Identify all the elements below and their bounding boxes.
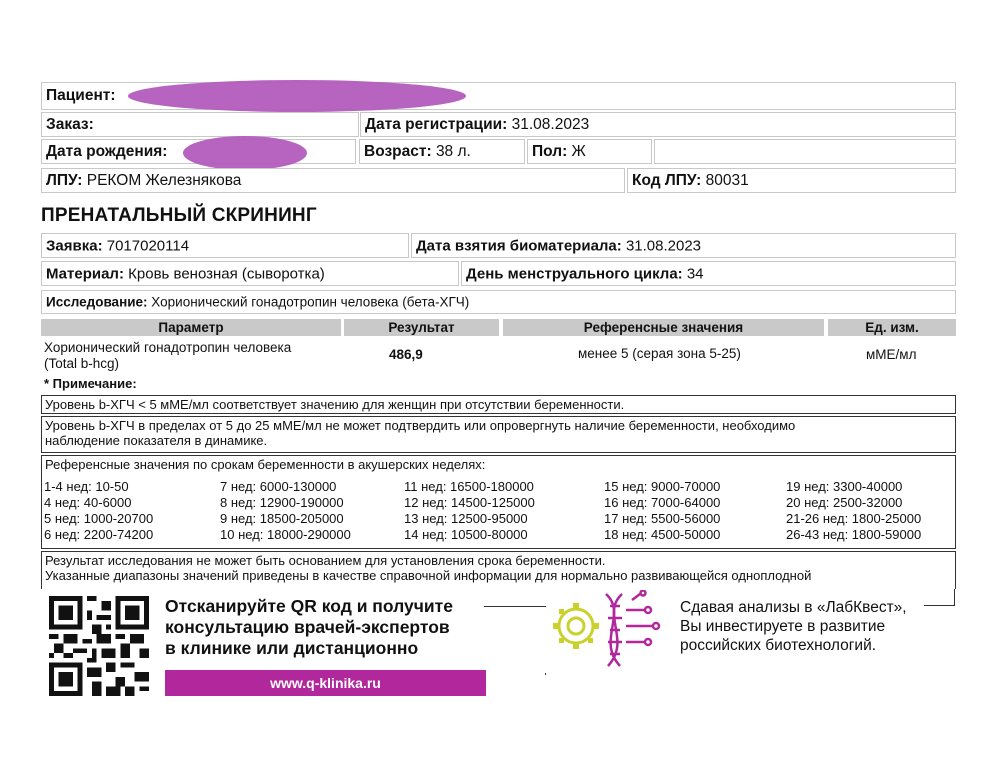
sample-date-value: 31.08.2023 [625,237,702,254]
result-value: 486,9 [389,347,423,362]
week-range: 15 нед: 9000-70000 [604,479,721,494]
ref-title: Референсные значения по срокам беременности в акушерских неделях: [45,457,486,472]
week-range: 17 нед: 5500-56000 [604,511,721,526]
order-label: Заказ: [46,115,94,133]
registration-value: 31.08.2023 [511,115,590,133]
cycle-day-value: 34 [686,265,704,282]
weeks-col-2 [220,479,351,543]
week-range: 20 нед: 2500-32000 [786,495,903,510]
right-line2: Вы инвестируете в развитие [680,618,886,635]
material-label: Материал: [46,265,124,282]
study-field [46,295,469,310]
material-cell [41,261,459,286]
lpu-code-field [632,172,749,190]
week-range: 19 нед: 3300-40000 [786,479,903,494]
sample-date-cell [411,233,956,258]
weeks-col-4 [604,479,720,543]
order-cell [41,112,359,137]
week-range: 16 нед: 7000-64000 [604,495,721,510]
note-4-text: Указанные диапазоны значений приведены в качестве справочной информации для нормально развивающейся одноплодной [45,568,812,583]
note-1 [41,395,956,414]
cycle-day-cell [461,261,956,286]
note-2 [41,416,956,453]
lpu-code-value: 80031 [705,171,749,189]
week-range: 8 нед: 12900-190000 [220,495,344,510]
request-cell [41,233,409,258]
week-range: 4 нед: 40-6000 [44,495,132,510]
age-cell [359,139,525,164]
week-range: 1-4 нед: 10-50 [44,479,129,494]
header-parameter: Параметр [41,319,341,336]
age-value: 38 л. [435,142,471,160]
investment-text [680,598,907,655]
promo-divider-right-v [954,589,955,606]
cycle-day-label: День менструального цикла: [466,265,683,282]
week-range: 18 нед: 4500-50000 [604,527,721,542]
week-range: 7 нед: 6000-130000 [220,479,337,494]
sex-value: Ж [571,142,586,160]
promo-line1: Отсканируйте QR код и получите [165,596,453,616]
registration-label: Дата регистрации: [365,115,508,133]
right-line1: Сдавая анализы в «ЛабКвест», [680,599,907,616]
sample-date-field [416,237,701,254]
week-range: 11 нед: 16500-180000 [404,479,534,494]
lpu-cell [41,168,625,193]
patient-redaction [128,80,466,112]
section-title: ПРЕНАТАЛЬНЫЙ СКРИНИНГ [41,205,317,226]
registration-cell [360,112,956,137]
sex-cell [527,139,652,164]
lpu-value: РЕКОМ Железнякова [86,171,242,189]
note-2-line2: наблюдение показателя в динамике. [45,433,268,448]
dna-gear-icon [548,590,663,670]
week-range: 10 нед: 18000-290000 [220,527,351,542]
note-3-text: Результат исследования не может быть основанием для установления срока беременности. [45,553,606,568]
promo-tick [545,673,546,675]
note-1-text: Уровень b-ХГЧ < 5 мМЕ/мл соответствует значению для женщин при отсутствии беременности. [45,397,625,412]
promo-divider-right [924,605,954,606]
week-range: 13 нед: 12500-95000 [404,511,528,526]
promo-line2: консультацию врачей-экспертов [165,617,450,637]
study-value: Хорионический гонадотропин человека (бета-ХГЧ) [151,294,470,310]
age-label: Возраст: [364,142,432,160]
week-range: 21-26 нед: 1800-25000 [786,511,922,526]
request-field [46,237,189,254]
study-label: Исследование: [46,294,148,310]
param-line2: (Total b-hcg) [44,356,120,371]
week-range: 12 нед: 14500-125000 [404,495,535,510]
material-field [46,265,325,282]
week-range: 14 нед: 10500-80000 [404,527,528,542]
promo-text [165,596,453,659]
note-label: * Примечание: [44,376,137,391]
week-range: 6 нед: 2200-74200 [44,527,154,542]
promo-line3: в клинике или дистанционно [165,638,419,658]
note-3 [41,551,956,589]
cycle-day-field [466,265,704,282]
lpu-field [46,172,241,190]
week-range: 9 нед: 18500-205000 [220,511,344,526]
header-unit: Ед. изм. [828,319,956,336]
birth-label: Дата рождения: [46,142,168,160]
sex-field [532,143,586,161]
weeks-col-5 [786,479,921,543]
lpu-code-label: Код ЛПУ: [632,171,702,189]
sample-date-label: Дата взятия биоматериала: [416,237,622,254]
unit-value: мМЕ/мл [866,347,917,362]
birth-redaction [183,136,307,170]
qr-code-icon[interactable] [46,596,152,696]
week-range: 5 нед: 1000-20700 [44,511,154,526]
weeks-col-1 [44,479,153,543]
clinic-link[interactable]: www.q-klinika.ru [165,670,486,696]
request-label: Заявка: [46,237,103,254]
empty-cell [654,139,956,164]
promo-divider-left [484,606,546,607]
note-2-line1: Уровень b-ХГЧ в пределах от 5 до 25 мМЕ/мл не может подтвердить или опровергнуть наличие беременности, необходимо [45,418,796,433]
material-value: Кровь венозная (сыворотка) [128,265,325,282]
sex-label: Пол: [532,142,568,160]
lpu-label: ЛПУ: [46,171,83,189]
right-line3: российских биотехнологий. [680,637,877,654]
header-result: Результат [344,319,499,336]
patient-label: Пациент: [46,87,116,104]
reference-value: менее 5 (серая зона 5-25) [578,346,741,361]
header-reference: Референсные значения [503,319,824,336]
registration-field [365,116,589,134]
week-range: 26-43 нед: 1800-59000 [786,527,922,542]
study-cell [41,290,956,314]
weeks-col-3 [404,479,535,543]
param-line1: Хорионический гонадотропин человека [44,340,292,355]
age-field [364,143,471,161]
lpu-code-cell [627,168,956,193]
request-value: 7017020114 [106,237,190,254]
